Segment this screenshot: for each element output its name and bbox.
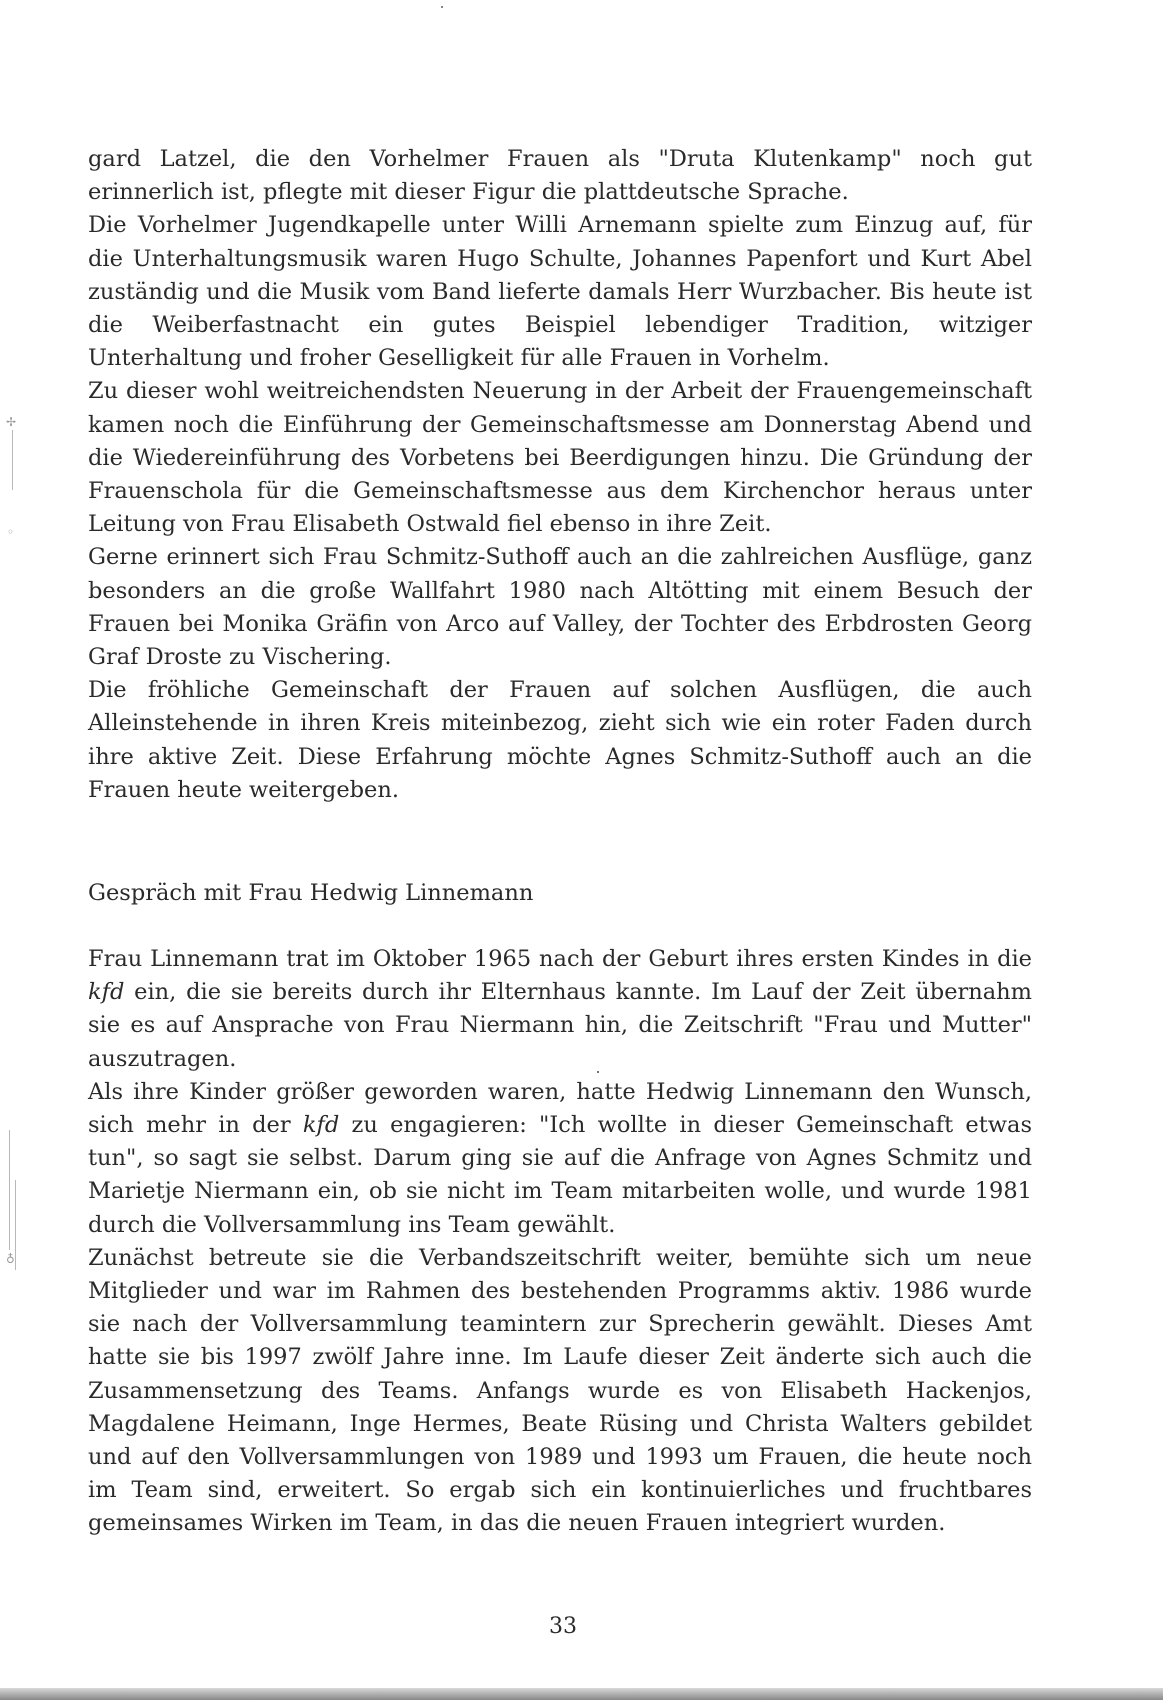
paragraph <box>88 1076 1032 1242</box>
paragraph: gard Latzel, die den Vorhelmer Frauen als "Druta Klutenkamp" noch gut erinnerlich ist, pflegte mit dieser Figur die plattdeutsche Sprache. <box>88 146 1032 206</box>
paragraph: Die fröhliche Gemeinschaft der Frauen auf solchen Ausflügen, die auch Alleinstehende in ihren Kreis miteinbezog, zieht sich wie ein roter Faden durch ihre aktive Zeit. Diese Erfahrung möchte Agnes Schmitz-Suthoff auch an die Frauen heute weitergeben. <box>88 677 1032 803</box>
margin-artifact: ◦ <box>7 525 15 539</box>
text-run: Frau Linnemann trat im Oktober 1965 nach der Geburt ihres ersten Kindes in die <box>88 946 1032 972</box>
text-block-interview <box>88 943 1032 1541</box>
margin-artifact: ♁ <box>6 1252 15 1266</box>
kfd-abbreviation: kfd <box>88 979 125 1006</box>
paragraph: Zunächst betreute sie die Verbandszeitschrift weiter, bemühte sich um neue Mitglieder und war im Rahmen des bestehenden Programms aktiv. 1986 wurde sie nach der Vollversammlung teamintern zur Sprecherin gewählt. Dieses Amt hatte sie bis 1997 zwölf Jahre inne. Im Laufe dieser Zeit änderte sich auch die Zusammensetzung des Teams. Anfangs wurde es von Elisabeth Hackenjos, Magdalene Heimann, Inge Hermes, Beate Rüsing und Christa Walters gebildet und auf den Vollversammlungen von 1989 und 1993 um Frauen, die heute noch im Team sind, erweitert. So ergab sich ein kontinuierliches und fruchtbares gemeinsames Wirken im Team, in das die neuen Frauen integriert wurden. <box>88 1244 1032 1537</box>
text-run: zu engagieren: "Ich wollte in dieser Gemeinschaft etwas tun", so sagt sie selbst. Darum ging sie auf die Anfrage von Agnes Schmitz und Marietje Niermann ein, ob sie nicht im Team mitarbeiten wolle, und wurde 1981 durch die Vollversammlung ins Team gewählt. <box>88 1112 1032 1238</box>
scan-speck <box>441 6 443 8</box>
section-heading: Gespräch mit Frau Hedwig Linnemann <box>88 880 534 906</box>
text-run: Als ihre Kinder größer geworden waren, hatte Hedwig Linnemann den Wunsch, sich mehr in der <box>88 1078 1032 1139</box>
scan-speck <box>597 1071 599 1073</box>
margin-artifact <box>15 1180 16 1270</box>
text-block-continued <box>88 143 1032 807</box>
text-run: ein, die sie bereits durch ihr Elternhaus kannte. Im Lauf der Zeit übernahm sie es auf Ansprache von Frau Niermann hin, die Zeitschrift "Frau und Mutter" auszutragen. <box>88 979 1032 1072</box>
page-number: 33 <box>549 1614 577 1639</box>
margin-artifact <box>12 430 13 490</box>
page-edge-shadow <box>0 1688 1163 1700</box>
paragraph <box>88 943 1032 1076</box>
paragraph: Die Vorhelmer Jugendkapelle unter Willi Arnemann spielte zum Einzug auf, für die Unterhaltungsmusik waren Hugo Schulte, Johannes Papenfort und Kurt Abel zuständig und die Musik vom Band lieferte damals Herr Wurzbacher. Bis heute ist die Weiberfastnacht ein gutes Beispiel lebendiger Tradition, witziger Unterhaltung und froher Geselligkeit für alle Frauen in Vorhelm. <box>88 212 1032 372</box>
paragraph: Zu dieser wohl weitreichendsten Neuerung in der Arbeit der Frauengemeinschaft kamen noch die Einführung der Gemeinschaftsmesse am Donnerstag Abend und die Wiedereinführung des Vorbetens bei Beerdigungen hinzu. Die Gründung der Frauenschola für die Gemeinschaftsmesse aus dem Kirchenchor heraus unter Leitung von Frau Elisabeth Ostwald fiel ebenso in ihre Zeit. <box>88 378 1032 538</box>
kfd-abbreviation: kfd <box>302 1112 340 1139</box>
paragraph: Gerne erinnert sich Frau Schmitz-Suthoff auch an die zahlreichen Ausflüge, ganz besonders an die große Wallfahrt 1980 nach Altötting mit einem Besuch der Frauen bei Monika Gräfin von Arco auf Valley, der Tochter des Erbdrosten Georg Graf Droste zu Vischering. <box>88 544 1032 671</box>
margin-artifact <box>9 1130 10 1250</box>
margin-artifact: ✢ <box>6 415 17 429</box>
